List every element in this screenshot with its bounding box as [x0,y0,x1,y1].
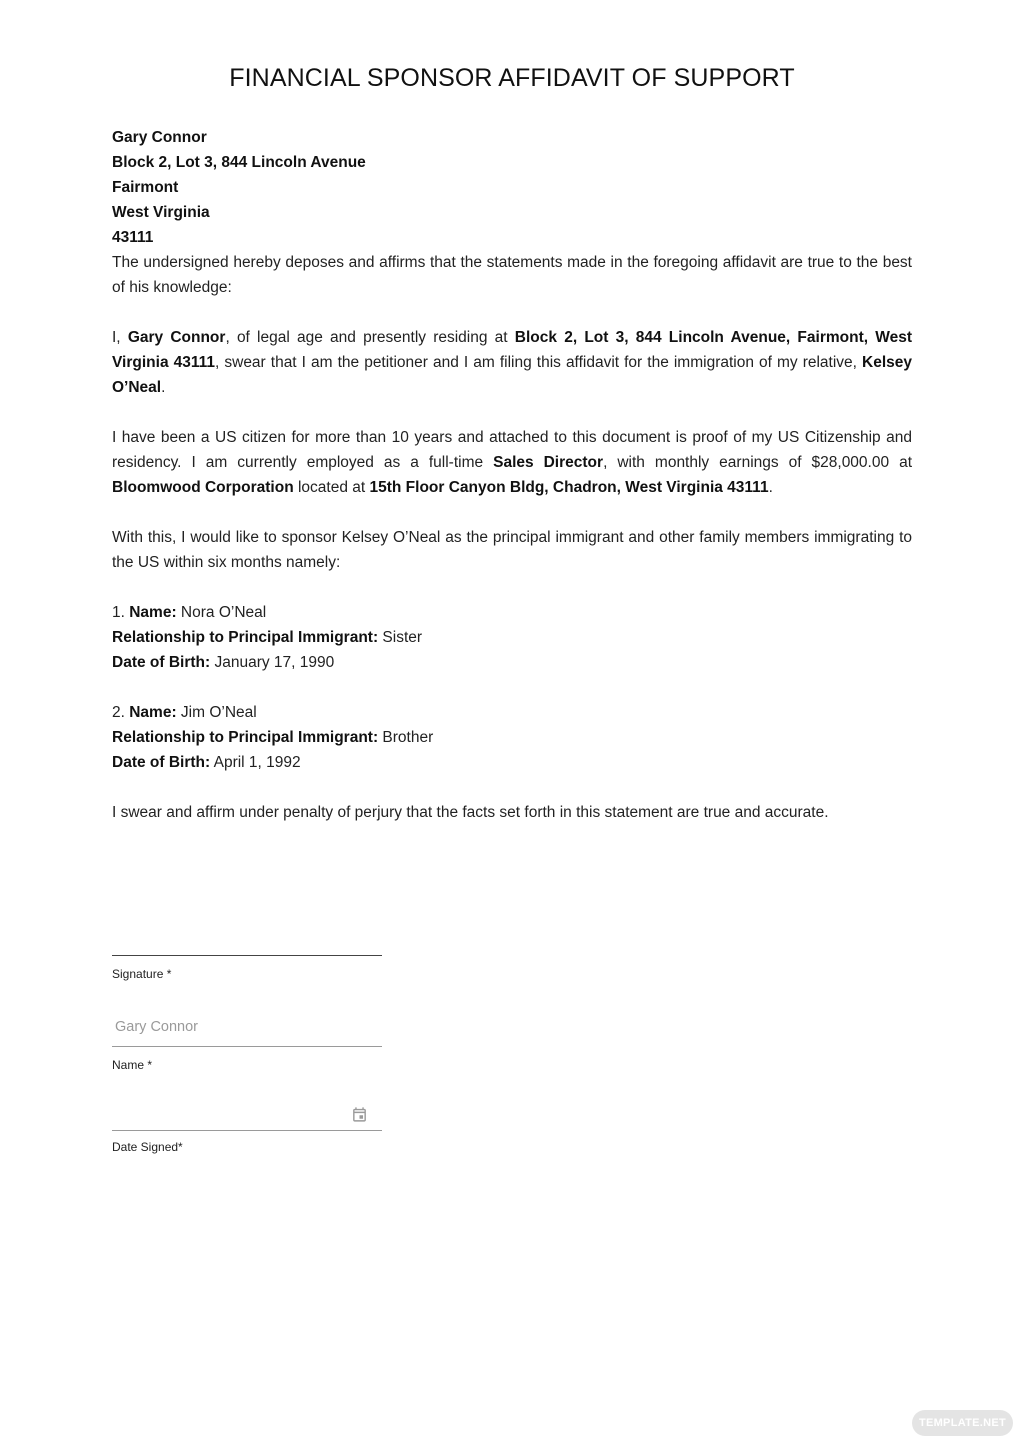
citizenship-paragraph: I have been a US citizen for more than 10 years and attached to this document is proof of my US Citizenship and residency. I am currently employed as a full-time Sales Director, with monthly earnings of $28,000.00 at Bloomwood Corporation located at 15th Floor Canyon Bldg, Chadron, West Virginia 43111. [112,429,913,496]
name-field[interactable] [112,1012,382,1072]
calendar-icon[interactable] [351,1106,368,1123]
address-line-state: West Virginia [112,204,210,221]
date-label: Date Signed* [112,1140,183,1154]
watermark-badge: TEMPLATE.NET [912,1410,1013,1436]
date-input[interactable] [112,1100,382,1130]
date-line [112,1130,382,1131]
oath-paragraph: I swear and affirm under penalty of perjury that the facts set forth in this statement are true and accurate. [112,804,829,821]
name-line [112,1046,382,1047]
name-input[interactable]: Gary Connor [115,1019,199,1035]
document-title: FINANCIAL SPONSOR AFFIDAVIT OF SUPPORT [229,64,795,92]
intro-paragraph: The undersigned hereby deposes and affirms that the statements made in the foregoing affidavit are true to the best of his knowledge: [112,254,912,296]
date-signed-field[interactable] [112,1100,382,1154]
sponsor-paragraph: With this, I would like to sponsor Kelsey O’Neal as the principal immigrant and other family members immigrating to the US within six months namely: [112,529,912,571]
address-line-street: Block 2, Lot 3, 844 Lincoln Avenue [112,154,366,171]
signature-field[interactable] [112,955,382,981]
address-block [112,125,912,250]
signature-line [112,955,382,956]
signature-label: Signature * [112,967,172,981]
family-member-2: 2. Name: Jim O’Neal Relationship to Principal Immigrant: Brother Date of Birth: April 1, 1992 [112,704,434,771]
family-member-1: 1. Name: Nora O’Neal Relationship to Principal Immigrant: Sister Date of Birth: January 17, 1990 [112,604,423,671]
name-label: Name * [112,1058,153,1072]
petitioner-paragraph: I, Gary Connor, of legal age and presently residing at Block 2, Lot 3, 844 Lincoln Avenue, Fairmont, West Virginia 43111, swear that I am the petitioner and I am filing this affidavit for the immigration of my relative, Kelsey O’Neal. [112,329,912,396]
address-line-zip: 43111 [112,229,154,246]
address-line-city: Fairmont [112,179,179,196]
address-line-name: Gary Connor [112,129,207,146]
document-body [112,125,912,825]
